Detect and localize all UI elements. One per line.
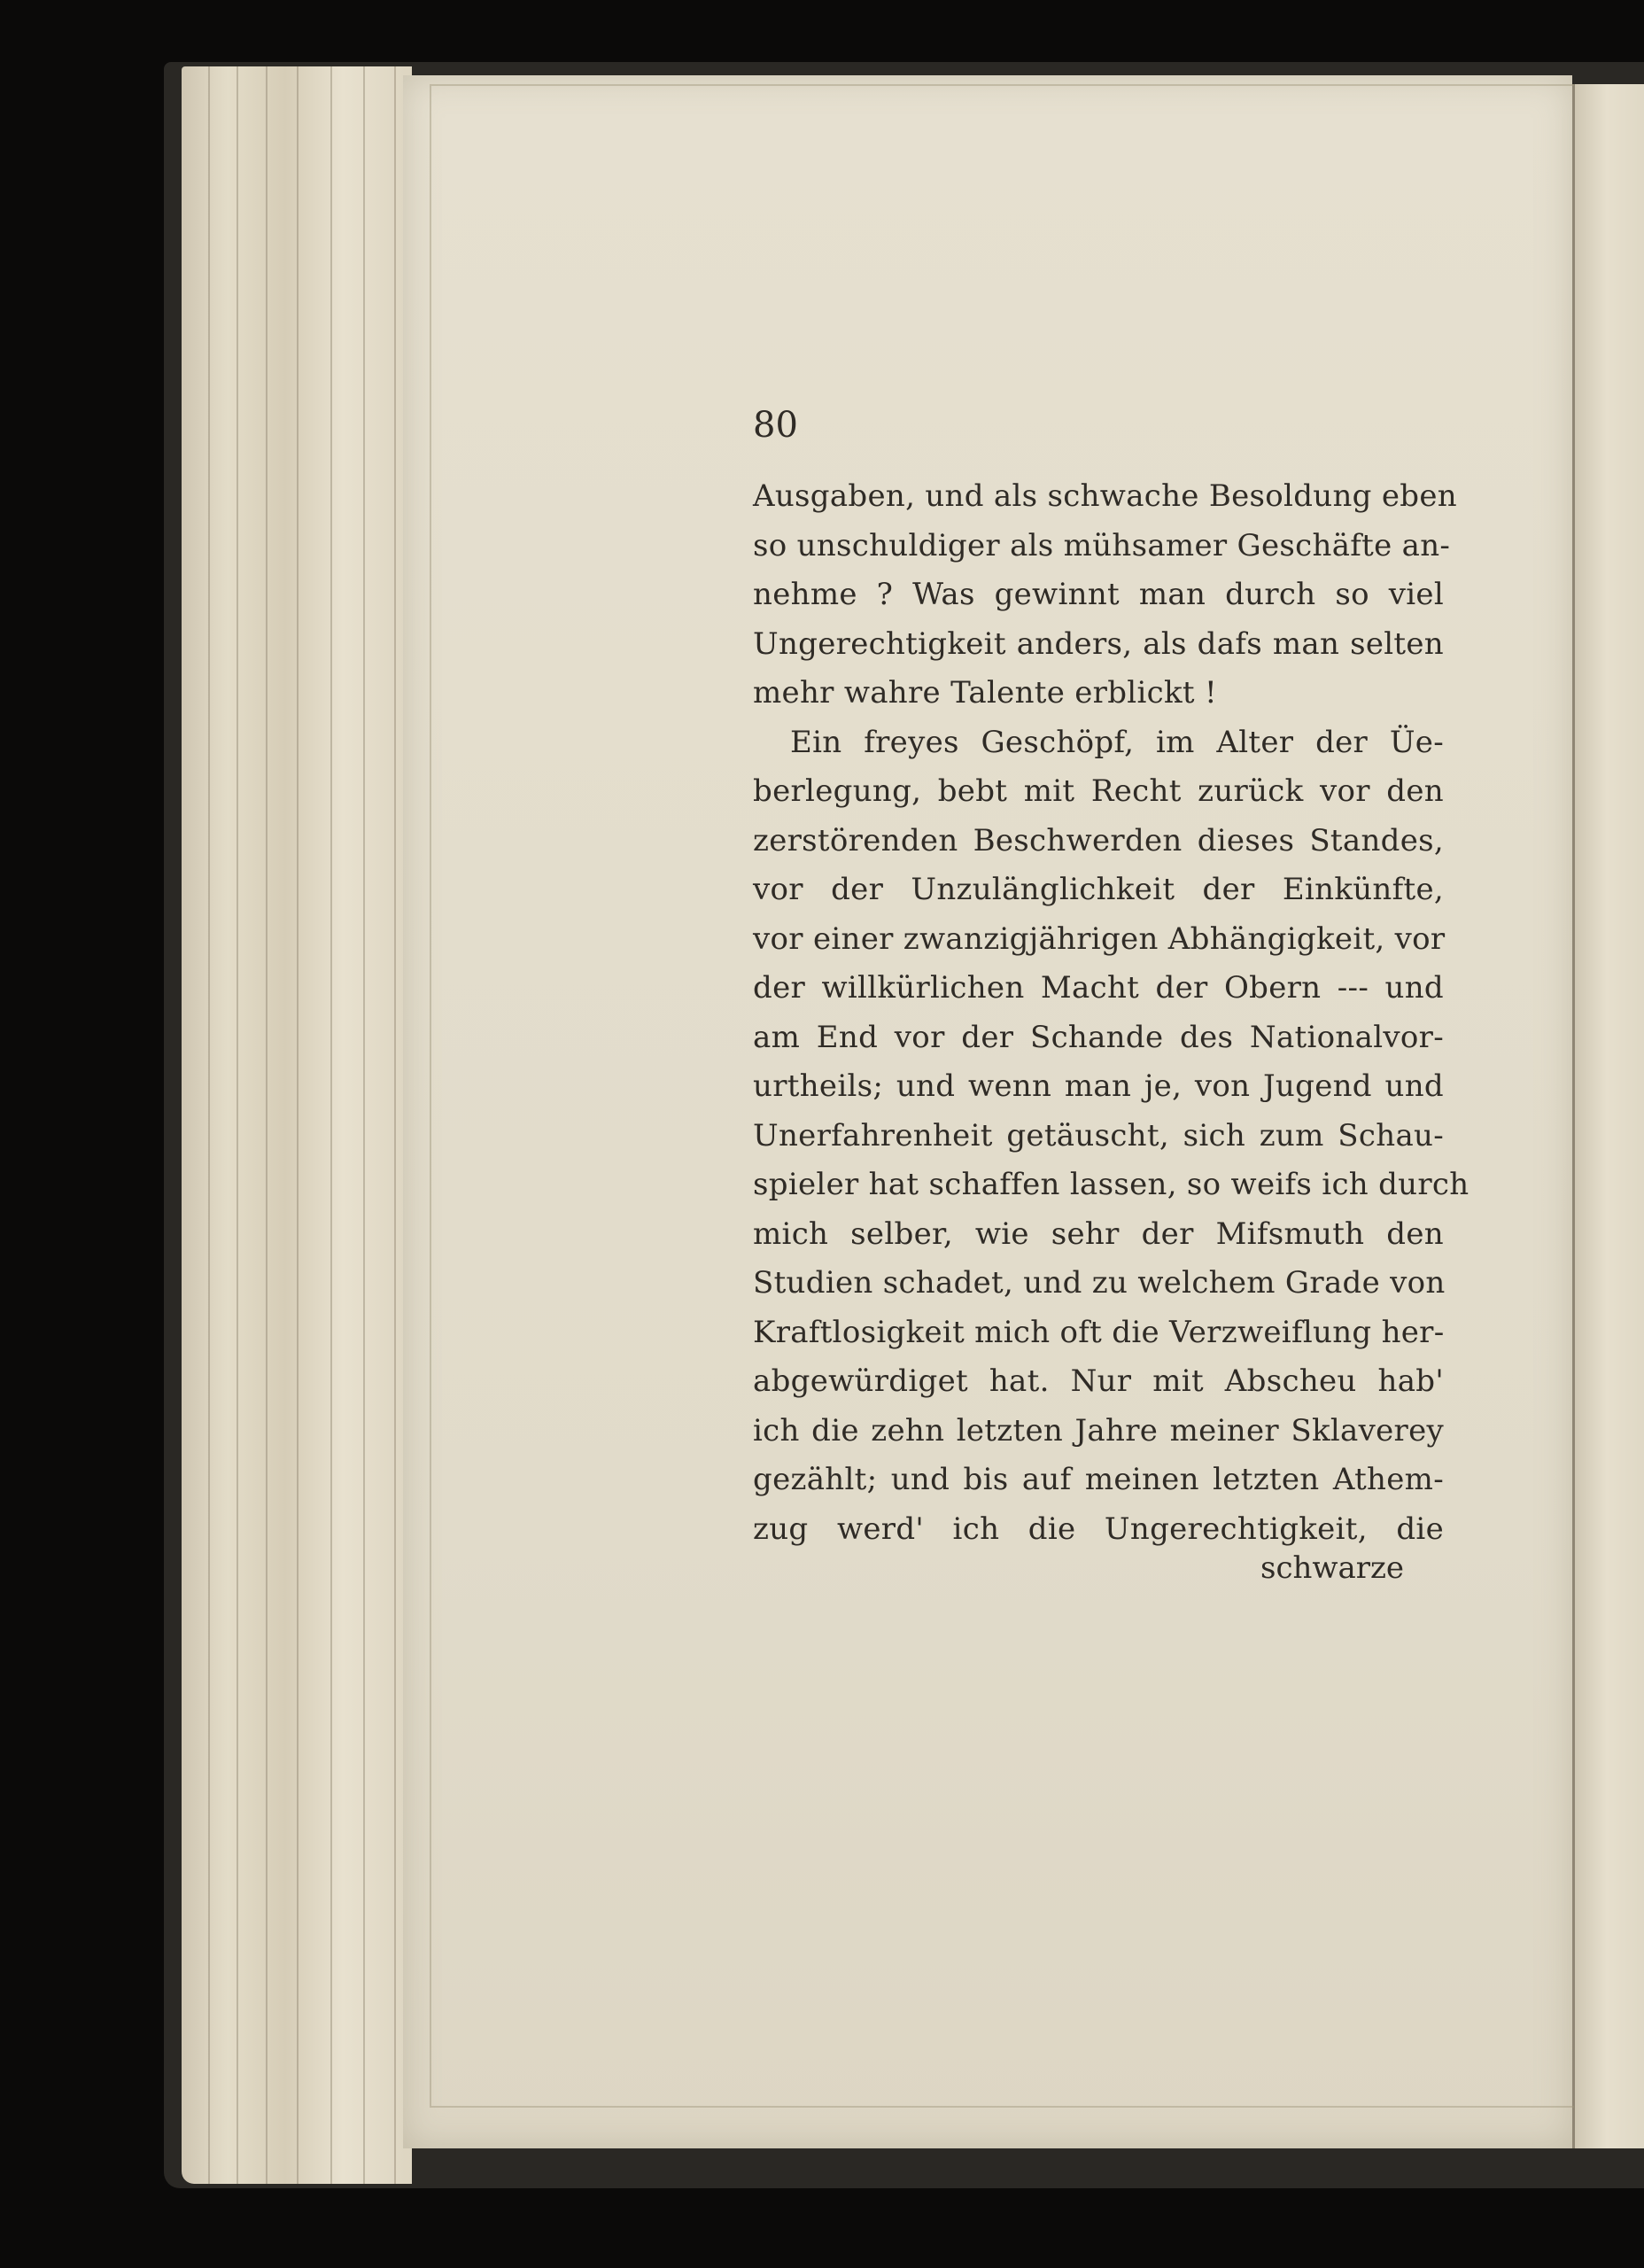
text-line: berlegung, bebt mit Recht zurück vor den [753,773,1444,809]
text-line: abgewürdiget hat. Nur mit Abscheu hab' [753,1363,1444,1399]
text-line: ich die zehn letzten Jahre meiner Sklaverey [753,1412,1444,1449]
catchword: schwarze [1260,1550,1405,1586]
body-text [753,472,1470,1554]
text-line: so unschuldiger als mühsamer Geschäfte an- [753,527,1451,563]
book-page [403,75,1572,2148]
page-block-edge [182,66,412,2184]
text-line: urtheils; und wenn man je, von Jugend und [753,1068,1444,1104]
text-line: spieler hat schaffen lassen, so weifs ich durch [753,1167,1470,1202]
text-line: Kraftlosigkeit mich oft die Verzweiflung her- [753,1314,1445,1350]
text-line: zerstörenden Beschwerden dieses Standes, [753,822,1444,858]
facing-page-edge [1572,84,1644,2148]
text-line: nehme ? Was gewinnt man durch so viel [753,577,1444,612]
text-line: Studien schadet, und zu welchem Grade von [753,1265,1446,1301]
text-line: Ausgaben, und als schwache Besoldung eben [753,478,1457,514]
text-line: der willkürlichen Macht der Obern --- und [753,970,1444,1006]
text-line: mehr wahre Talente erblickt ! [753,675,1217,711]
text-line: vor der Unzulänglichkeit der Einkünfte, [753,872,1444,907]
text-line: Ein freyes Geschöpf, im Alter der Üe- [790,724,1444,760]
text-line: vor einer zwanzigjährigen Abhängigkeit, vor [753,920,1446,957]
text-line: mich selber, wie sehr der Mifsmuth den [753,1216,1444,1252]
text-line: Ungerechtigkeit anders, als dafs man selten [753,625,1444,662]
text-line: am End vor der Schande des Nationalvor- [753,1019,1444,1055]
text-line: gezählt; und bis auf meinen letzten Athem- [753,1462,1444,1497]
page-number: 80 [753,405,798,446]
text-line: Unerfahrenheit getäuscht, sich zum Schau- [753,1117,1444,1153]
text-line: zug werd' ich die Ungerechtigkeit, die [753,1511,1444,1547]
